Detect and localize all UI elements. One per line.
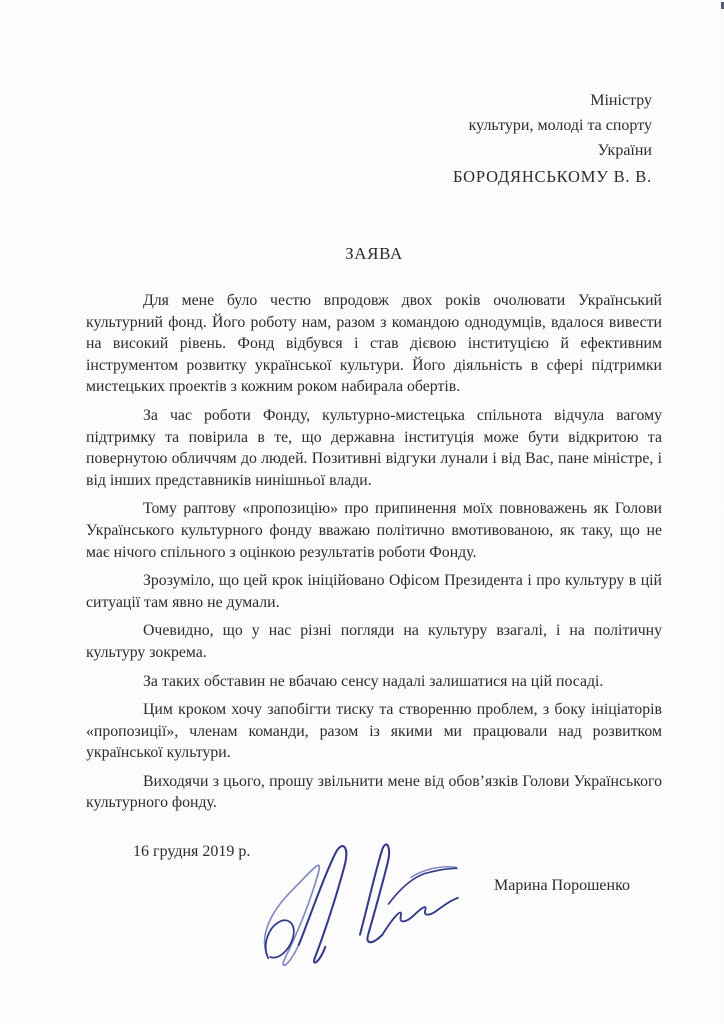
document-title: ЗАЯВА <box>345 244 403 263</box>
paragraph: За таких обставин не вбачаю сенсу надалі залишатися на цій посаді. <box>143 672 604 690</box>
addressee-line: України <box>597 142 652 159</box>
handwritten-signature-icon <box>258 842 462 966</box>
paragraph: Виходячи з цього, прошу звільнити мене від обов’язків Голови Українського культурного фонду. <box>86 772 662 812</box>
paragraph: Очевидно, що у нас різні погляди на культуру взагалі, і на політичну культуру зокрема. <box>86 622 662 661</box>
addressee-name: БОРОДЯНСЬКОМУ В. В. <box>453 167 652 186</box>
addressee-block <box>453 88 652 189</box>
signer-name: Марина Порошенко <box>494 877 631 894</box>
addressee-line: культури, молоді та спорту <box>468 117 652 134</box>
paragraph: Тому раптову «пропозицію» про припинення моїх повноважень як Голови Українського культурного фонду вважаю політично вмотивованою, як таку, що не має нічого спільного з оцінкою результатів роботи Фонду. <box>86 500 662 561</box>
date-line: 16 грудня 2019 р. <box>133 843 251 860</box>
paragraph: Зрозуміло, що цей крок ініційовано Офісом Президента і про культуру в цій ситуації там явно не думали. <box>86 572 662 611</box>
paragraph: За час роботи Фонду, культурно-мистецька спільнота відчула вагому підтримку та повірила в те, що державна інституція може бути відкритою та повернутою обличчям до людей. Позитивні відгуки лунали і від Вас, пане міністре, і від інших представників нинішньої влади. <box>86 406 662 489</box>
addressee-line: Міністру <box>590 92 652 109</box>
paragraph: Для мене було честю впродовж двох років очолювати Український культурний фонд. Його роботу нам, разом з командою однодумців, вдалося вивести на високий рівень. Фонд відбувся і став дієвою інституцією й ефективним інструментом розвитку української культури. Його діяльність в сфері підтримки мистецьких проектів з кожним роком набирала обертів. <box>86 292 662 396</box>
letter-body <box>86 290 662 821</box>
paragraph: Цим кроком хочу запобігти тиску та створенню проблем, з боку ініціаторів «пропозиції», членам команди, разом із якими ми працювали над розвитком української культури. <box>86 701 662 762</box>
